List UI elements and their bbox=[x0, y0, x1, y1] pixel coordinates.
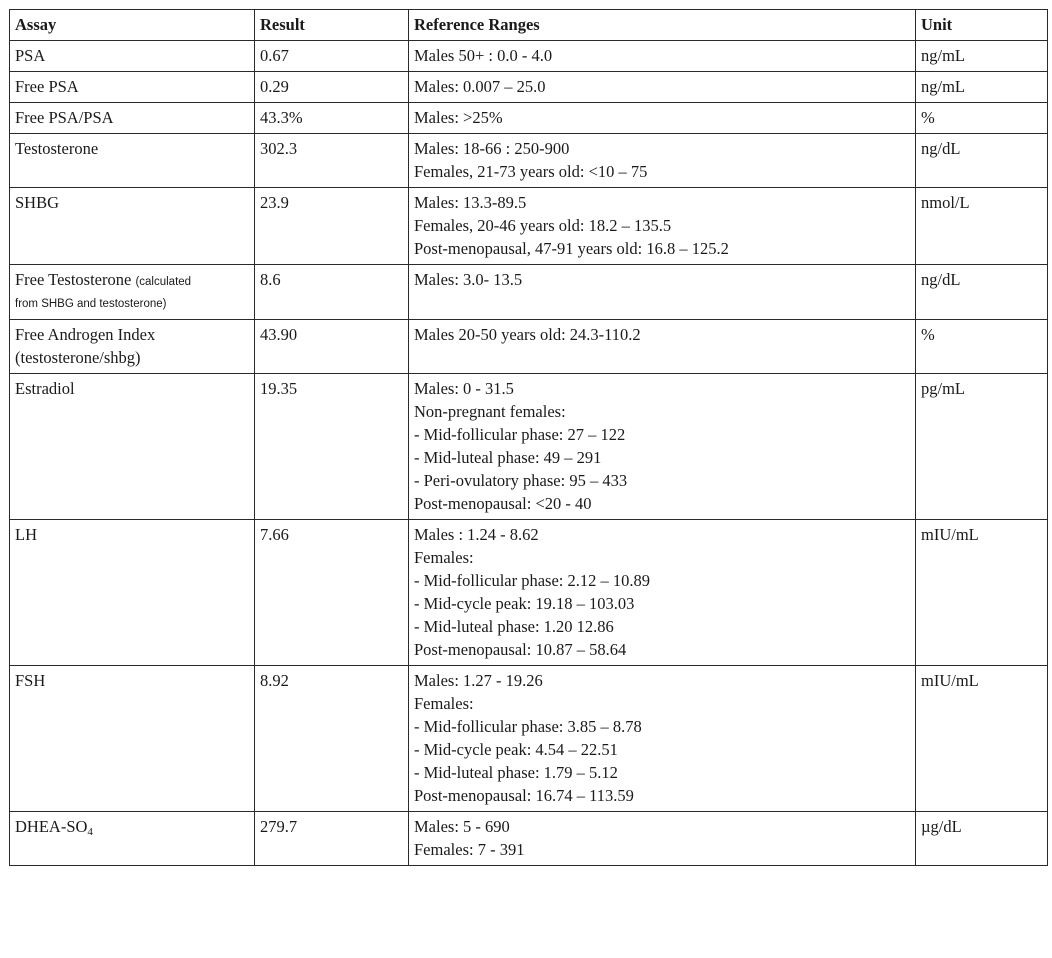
range-line: Males: 18-66 : 250-900 bbox=[414, 139, 570, 158]
range-line: Males : 1.24 - 8.62 bbox=[414, 525, 539, 544]
range-line: Females, 21-73 years old: <10 – 75 bbox=[414, 162, 648, 181]
table-row bbox=[10, 72, 1048, 103]
range-line: Males: 0.007 – 25.0 bbox=[414, 77, 546, 96]
range-line: Non-pregnant females: bbox=[414, 402, 566, 421]
range-line: Females: bbox=[414, 548, 474, 567]
range-line: Post-menopausal: 16.74 – 113.59 bbox=[414, 786, 634, 805]
range-line: - Mid-follicular phase: 3.85 – 8.78 bbox=[414, 717, 642, 736]
range-line: Males: 1.27 - 19.26 bbox=[414, 671, 543, 690]
header-row bbox=[10, 10, 1048, 41]
header-reference-ranges: Reference Ranges bbox=[409, 10, 916, 41]
range-line: Post-menopausal: <20 - 40 bbox=[414, 494, 592, 513]
assay-cell: Testosterone bbox=[10, 134, 255, 188]
reference-range-cell bbox=[409, 265, 916, 320]
assay-name: Free Testosterone bbox=[15, 270, 132, 289]
result-cell: 23.9 bbox=[255, 188, 409, 265]
assay-name: Free Androgen Index bbox=[15, 325, 156, 344]
unit-cell: ng/mL bbox=[916, 41, 1048, 72]
assay-name-line-2: (testosterone/shbg) bbox=[15, 348, 141, 367]
range-line: Females: 7 - 391 bbox=[414, 840, 525, 859]
range-line: Females: bbox=[414, 694, 474, 713]
assay-cell: PSA bbox=[10, 41, 255, 72]
range-line: - Mid-cycle peak: 4.54 – 22.51 bbox=[414, 740, 618, 759]
assay-cell bbox=[10, 812, 255, 866]
assay-note: (calculated bbox=[135, 276, 192, 288]
range-line: Males 50+ : 0.0 - 4.0 bbox=[414, 46, 553, 65]
reference-range-cell bbox=[409, 188, 916, 265]
result-cell: 0.67 bbox=[255, 41, 409, 72]
assay-subscript: 4 bbox=[87, 826, 93, 838]
table-row bbox=[10, 520, 1048, 666]
reference-range-cell bbox=[409, 320, 916, 374]
result-cell: 8.92 bbox=[255, 666, 409, 812]
unit-cell: mIU/mL bbox=[916, 666, 1048, 812]
assay-cell: Estradiol bbox=[10, 374, 255, 520]
assay-cell bbox=[10, 320, 255, 374]
table-row bbox=[10, 103, 1048, 134]
table-row bbox=[10, 812, 1048, 866]
assay-name: DHEA-SO bbox=[15, 817, 88, 836]
range-line: Males: 3.0- 13.5 bbox=[414, 270, 523, 289]
unit-cell: mIU/mL bbox=[916, 520, 1048, 666]
table-row bbox=[10, 41, 1048, 72]
range-line: Post-menopausal, 47-91 years old: 16.8 – 125.2 bbox=[414, 239, 729, 258]
range-line: Males 20-50 years old: 24.3-110.2 bbox=[414, 325, 641, 344]
range-line: - Mid-cycle peak: 19.18 – 103.03 bbox=[414, 594, 635, 613]
unit-cell: % bbox=[916, 320, 1048, 374]
unit-cell: ng/dL bbox=[916, 134, 1048, 188]
result-cell: 8.6 bbox=[255, 265, 409, 320]
result-cell: 43.90 bbox=[255, 320, 409, 374]
range-line: - Mid-follicular phase: 27 – 122 bbox=[414, 425, 626, 444]
range-line: Males: 5 - 690 bbox=[414, 817, 510, 836]
lab-results-table bbox=[9, 9, 1048, 866]
range-line: Males: 13.3-89.5 bbox=[414, 193, 527, 212]
range-line: Males: >25% bbox=[414, 108, 503, 127]
result-cell: 43.3% bbox=[255, 103, 409, 134]
table-row bbox=[10, 666, 1048, 812]
table-row bbox=[10, 134, 1048, 188]
reference-range-cell bbox=[409, 72, 916, 103]
unit-cell: % bbox=[916, 103, 1048, 134]
reference-range-cell bbox=[409, 812, 916, 866]
reference-range-cell bbox=[409, 134, 916, 188]
range-line: - Peri-ovulatory phase: 95 – 433 bbox=[414, 471, 628, 490]
table-row bbox=[10, 374, 1048, 520]
unit-cell: ng/dL bbox=[916, 265, 1048, 320]
result-cell: 7.66 bbox=[255, 520, 409, 666]
unit-cell: nmol/L bbox=[916, 188, 1048, 265]
reference-range-cell bbox=[409, 103, 916, 134]
reference-range-cell bbox=[409, 374, 916, 520]
header-unit: Unit bbox=[916, 10, 1048, 41]
range-line: - Mid-luteal phase: 1.79 – 5.12 bbox=[414, 763, 618, 782]
range-line: - Mid-luteal phase: 1.20 12.86 bbox=[414, 617, 614, 636]
header-result: Result bbox=[255, 10, 409, 41]
reference-range-cell bbox=[409, 520, 916, 666]
reference-range-cell bbox=[409, 666, 916, 812]
assay-cell: Free PSA/PSA bbox=[10, 103, 255, 134]
result-cell: 279.7 bbox=[255, 812, 409, 866]
unit-cell: ng/mL bbox=[916, 72, 1048, 103]
result-cell: 19.35 bbox=[255, 374, 409, 520]
unit-cell: pg/mL bbox=[916, 374, 1048, 520]
reference-range-cell bbox=[409, 41, 916, 72]
table-row bbox=[10, 188, 1048, 265]
range-line: Females, 20-46 years old: 18.2 – 135.5 bbox=[414, 216, 672, 235]
assay-cell: FSH bbox=[10, 666, 255, 812]
assay-cell: Free PSA bbox=[10, 72, 255, 103]
assay-note: from SHBG and testosterone) bbox=[15, 298, 167, 310]
range-line: - Mid-luteal phase: 49 – 291 bbox=[414, 448, 602, 467]
result-cell: 302.3 bbox=[255, 134, 409, 188]
assay-cell bbox=[10, 265, 255, 320]
table-row bbox=[10, 320, 1048, 374]
result-cell: 0.29 bbox=[255, 72, 409, 103]
unit-cell: µg/dL bbox=[916, 812, 1048, 866]
table-row bbox=[10, 265, 1048, 320]
header-assay: Assay bbox=[10, 10, 255, 41]
assay-cell: LH bbox=[10, 520, 255, 666]
range-line: Males: 0 - 31.5 bbox=[414, 379, 514, 398]
range-line: - Mid-follicular phase: 2.12 – 10.89 bbox=[414, 571, 650, 590]
range-line: Post-menopausal: 10.87 – 58.64 bbox=[414, 640, 627, 659]
assay-cell: SHBG bbox=[10, 188, 255, 265]
